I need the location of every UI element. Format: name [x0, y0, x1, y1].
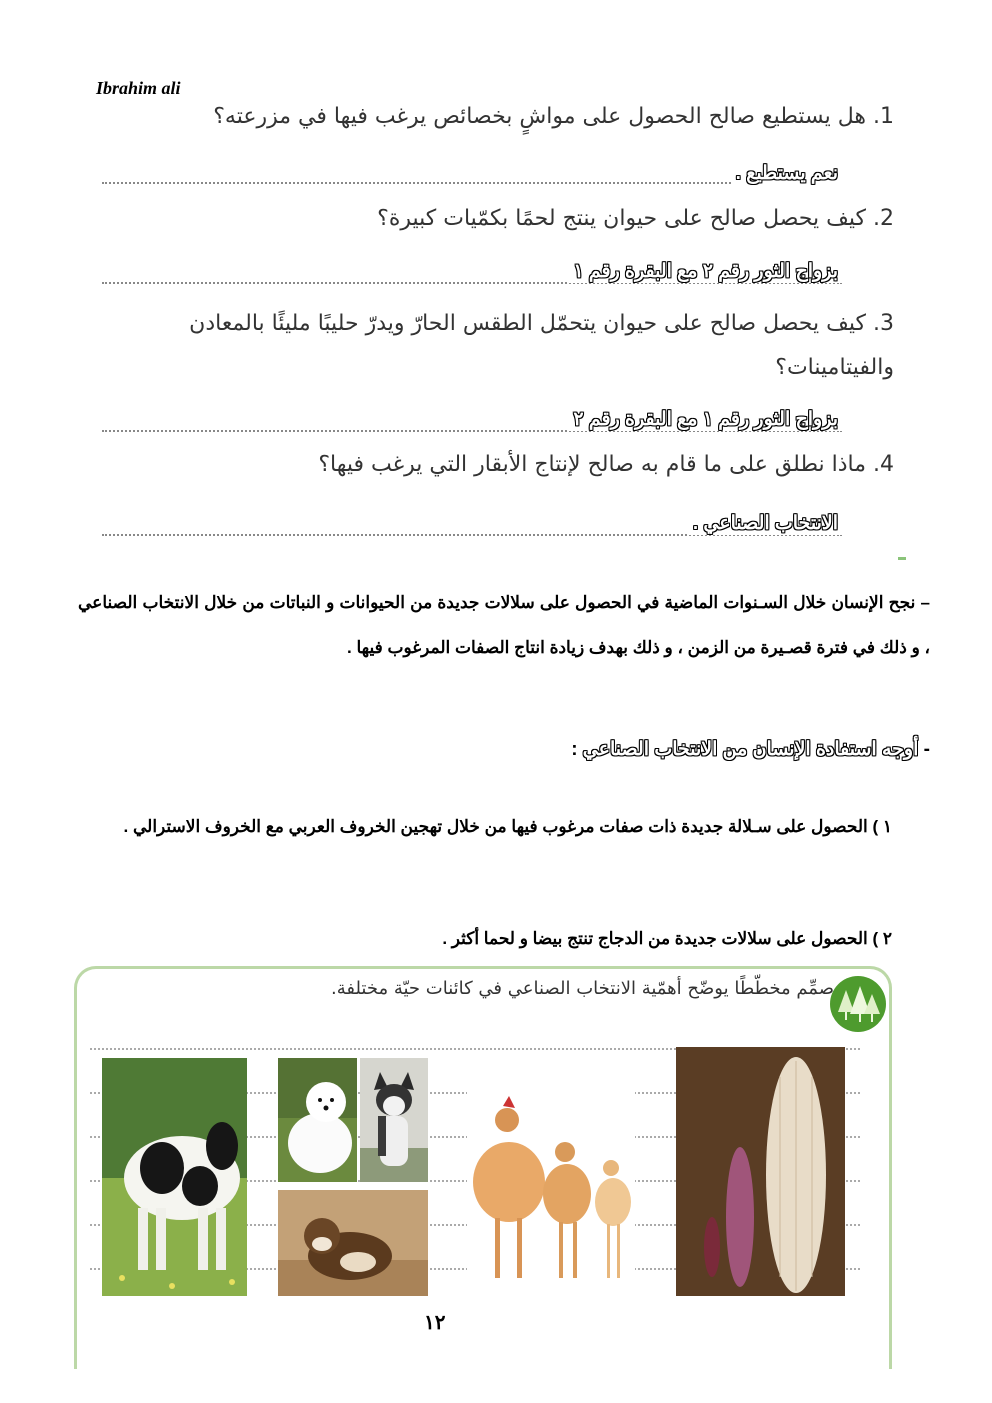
author-name: Ibrahim ali: [96, 78, 181, 98]
question-1: 1. هل يستطيع صالح الحصول على مواشٍ بخصائص يرغب فيها في مزرعته؟: [213, 104, 894, 129]
answer-4: الانتخاب الصناعي .: [689, 512, 842, 535]
heading-suffix: :: [571, 739, 583, 760]
page-number: ١٢: [424, 1312, 446, 1334]
benefit-2: ٢ ) الحصول على سلالات جديدة من الدجاج تنتج بيضا و لحما أكثر .: [442, 929, 892, 948]
husky-image: [360, 1058, 428, 1182]
puppy-image: [278, 1190, 428, 1296]
activity-instruction: صمِّم مخطّطًا يوضّح أهمّية الانتخاب الصناعي في كائنات حيّة مختلفة.: [330, 978, 834, 999]
answer-2: بزواج الثور رقم ٢ مع البقرة رقم ١: [569, 260, 842, 283]
benefits-heading: [571, 738, 930, 761]
trees-icon: [830, 976, 886, 1032]
green-mark: [898, 557, 906, 560]
question-4: 4. ماذا نطلق على ما قام به صالح لإنتاج الأبقار التي يرغب فيها؟: [318, 452, 894, 477]
benefit-1: ١ ) الحصول على سـلالة جديدة ذات صفات مرغوب فيها من خلال تهجين الخروف العربي مع الخروف الاسترالي .: [123, 817, 892, 836]
answer-3: بزواج الثور رقم ١ مع البقرة رقم ٢: [569, 408, 842, 431]
question-3: 3. كيف يحصل صالح على حيوان يتحمّل الطقس الحارّ ويدرّ حليبًا مليئًا بالمعادن والفيتامينات؟: [189, 311, 894, 380]
white-dog-image: [278, 1058, 357, 1182]
question-2: 2. كيف يحصل صالح على حيوان ينتج لحمًا بكمّيات كبيرة؟: [377, 206, 894, 231]
chickens-image: [467, 1058, 635, 1296]
corn-image: [676, 1047, 845, 1296]
intro-paragraph: – نجح الإنسان خلال السـنوات الماضية في الحصول على سلالات جديدة من الحيوانات و النباتات من خلال الانتخاب الصناعي ، و ذلك في فترة قصـيرة من الزمن ، و ذلك بهدف زيادة انتاج الصفات المرغوب فيها .: [78, 593, 930, 657]
cow-image: [102, 1058, 247, 1296]
heading-title: أوجه استفادة الإنسان من الانتخاب الصناعي: [582, 739, 919, 760]
heading-prefix: -: [918, 739, 930, 760]
answer-1: نعم يستطيع .: [732, 162, 842, 185]
